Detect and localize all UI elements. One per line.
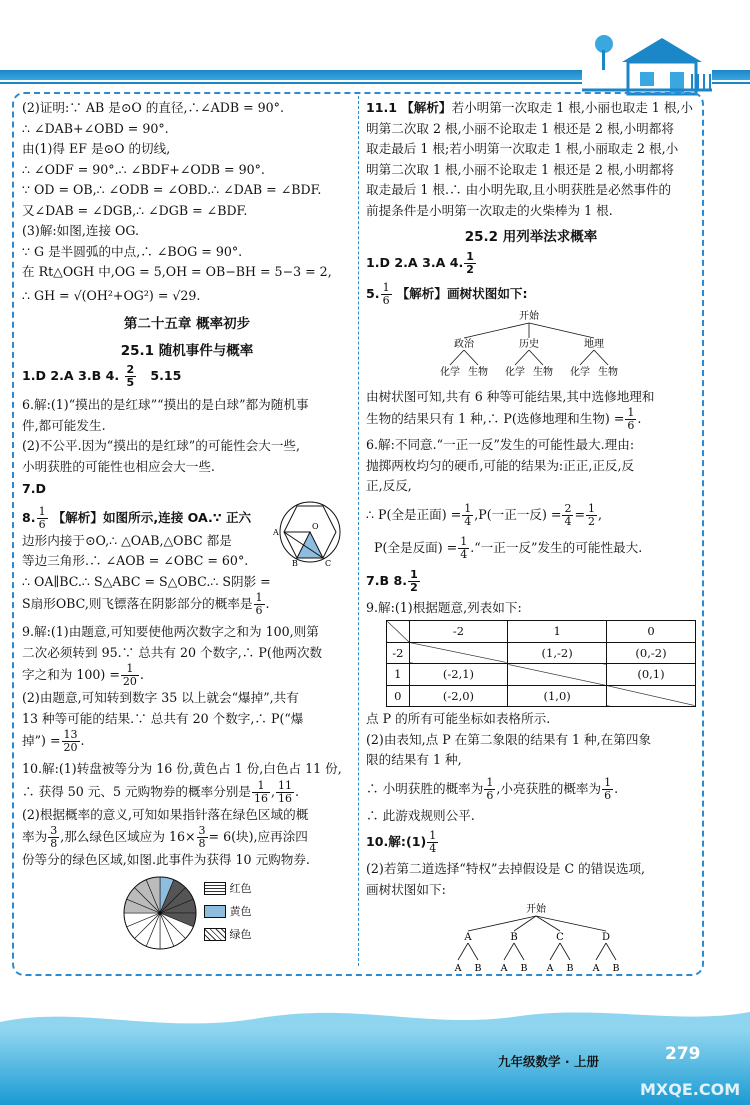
left-column: (2)证明:∵ AB 是⊙O 的直径,∴∠ADB = 90°. ∴ ∠DAB+∠OBD = 90°. 由(1)得 EF 是⊙O 的切线, ∴ ∠ODF = 90°.∴ ∠BDF+∠ODB = 90°. ∵ OD = OB,∴ ∠ODB = ∠OBD.∴ ∠DAB = ∠BDF. 又∠DAB = ∠DGB,∴ ∠DGB = ∠BDF. (3)解:如图,连接 OG. ∵ G 是半圆弧的中点,∴ ∠BOG = 90°. 在 Rt△OGH 中,OG = 5,OH = OB−BH = 5−3 = 2, ∴ GH = √(OH²+OG²) = √29. 第二十五章 概率初步 25.1 随机事件与概率 1.D 2.A 3.B 4. $\frac{2}{5}$ 5.15 6.解:(1)“摸出的是红球”“摸出的是白球”都为随机事 件,都可能发生. (2)不公平.因为“摸出的是红球”的可能性会大一些, 小明获胜的可能性也相应会大一些. 7.D 8. $\frac{1}{6}$ 【解析】如图所示,连接 OA.∵ 正六 边形内接于⊙O,∴ △OAB,△OBC 都是 等边三角形.∴ ∠AOB = ∠OBC = 60°. ∴ OA∥BC.∴ S△ABC = S△OBC.∴ S阴影 = S扇形OBC,则飞镖落在阴影部分的概率是 $\frac{1}{6}$ . A B C O 9.解:(1)由题意,可知要使他两次数字之和为 100,则第 二次必须转到 95.∵ 总共有 20 个数字,∴ P(他两次数 字之和为 100) = $\frac{1}{20}$ . (2)由题意,可知转到数字 35 以上就会“爆掉”,共有 13 种等可能的结果.∵ 总共有 20 个数字,∴ P(“爆 掉”) = $\frac{13}{20}$ . 10.解:(1)转盘被等分为 16 份,黄色占 1 份,白色占 11 份, ∴ 获得 50 元、5 元购物券的概率分别是 $\frac{1}{16}$ , $\frac{11}{16}$ . (2)根据概率的意义,可知如果指针落在绿色区域的概 率为 $\frac{3}{8}$ ,那么绿色区域应为 16× $\frac{3}{8}$ = 6(块),应再涂四 份等分的绿色区域,如图.此事件为获得 10 元购物券. 红色 黄色 绿色: [22, 98, 352, 953]
tree-branch: [580, 350, 594, 365]
table-row: [387, 685, 696, 707]
label-C: C: [325, 558, 332, 568]
table-cell: [387, 621, 410, 643]
answer-line: 7.D: [22, 481, 47, 496]
tree-branch: [560, 943, 570, 960]
answer-line: 1.D 2.A 3.B 4. $\frac{2}{5}$ 5.15: [22, 363, 182, 389]
tree-branch: [464, 350, 478, 365]
table-cell: (0,-2): [606, 642, 695, 664]
spinner-figure: [122, 875, 198, 951]
text-line: 件,都可能发生.: [22, 417, 106, 433]
legend-item-red: 红色: [204, 877, 252, 900]
fraction: $\frac{1}{16}$: [253, 778, 268, 805]
fraction: $\frac{11}{16}$: [277, 778, 292, 805]
text-line: 若小明第一次取走 1 根,小丽也取走 1 根,小: [451, 100, 694, 115]
table-row: [387, 621, 696, 643]
fraction: $\frac{1}{4}$: [429, 829, 437, 855]
tree-branch: [536, 916, 606, 931]
table-cell: 1: [508, 621, 607, 643]
tree-branch: [529, 350, 543, 365]
tree-node-subject: 历史: [519, 338, 539, 350]
right-column: 11.1 【解析】若小明第一次取走 1 根,小丽也取走 1 根,小 明第二次取 2 根,小丽不论取走 1 根还是 2 根,小明都将 取走最后 1 根;若小明第一次取走 1 根,小丽取走 2 根,小 明第二次取 1 根,小丽不论取走 1 根还是 2 根,小明都将 取走最后 1 根.∴ 由小明先取,且小明获胜是必然事件的 前提条件是小明第一次取走的火柴棒为 1 根. 25.2 用列举法求概率 1.D 2.A 3.A 4. $\frac{1}{2}$ 5. $\frac{1}{6}$ 【解析】画树状图如下: 开始 政治 历史 地理 化学 生物 化学 生物 化学 生物 由树状图可知,共有 6 种等可能结果,其中选修地理和 生物的结果只有 1 种,∴ P(选修地理和生物) = $\frac{1}{6}$ . 6.解:不同意.“一正一反”发生的可能性最大.理由: 抛掷两枚均匀的硬币,可能的结果为:正正,正反,反 正,反反, ∴ P(全是正面) = $\frac{1}{4}$ ,P(一正一反) = $\frac{2}{4}$ = $\frac{1}{2}$ , P(全是反面) = $\frac{1}{4}$ .“一正一反”发生的可能性最大. 7.B 8. $\frac{1}{2}$ 9.解:(1)根据题意,列表如下: -2 1 0 -2 (1,-2) (0,-2) 1 (-2,1) (0,1) 0 (-2,0) (1,0) 点 P 的所有可能坐标如表格所示. (2)由表知,点 P 在第二象限的结果有 1 种,在第四象 限的结果有 1 种, ∴ 小明获胜的概率为 $\frac{1}{6}$ ,小亮获胜的概率为 $\frac{1}{6}$ . ∴ 此游戏规则公平. 10.解:(1) $\frac{1}{4}$ (2)若第二道选择“特权”去掉假设是 C 的错误选项, 画树状图如下: 开始 A B C D A B A B A B A B: [366, 98, 696, 978]
fraction: $\frac{1}{2}$: [588, 501, 596, 528]
tree-node-option: B: [510, 932, 518, 943]
table-cell: -2: [409, 621, 508, 643]
spinner-figure-block: [22, 875, 352, 953]
fraction: $\frac{1}{6}$: [604, 775, 612, 802]
table-cell: (1,-2): [508, 642, 607, 664]
text-line: 在 Rt△OGH 中,OG = 5,OH = OB−BH = 5−3 = 2,: [22, 264, 332, 279]
tree-node-option: A: [464, 932, 472, 943]
tree-node-subject: 生物: [533, 366, 553, 378]
table-cell: (0,1): [606, 664, 695, 686]
section-title: 25.1 随机事件与概率: [120, 342, 254, 359]
fraction: $\frac{3}{8}$: [50, 824, 58, 850]
tree-node-subject: 生物: [468, 366, 488, 378]
tree-node-subject: 生物: [598, 366, 618, 378]
coordinate-table: [386, 620, 696, 707]
tree-node-subject: 地理: [584, 338, 604, 350]
tree-node-option: A: [592, 963, 600, 974]
fraction: $\frac{2}{4}$: [564, 501, 572, 528]
tree-branch: [515, 350, 529, 365]
footer-band: [0, 1030, 750, 1105]
tree-branch: [529, 323, 594, 338]
fraction: $\frac{1}{6}$: [486, 775, 494, 802]
svg-text:开始: 开始: [526, 904, 546, 915]
tree-branch: [458, 943, 468, 960]
fraction: $\frac{1}{2}$: [466, 249, 474, 276]
text-line: ∵ OD = OB,∴ ∠ODB = ∠OBD.∴ ∠DAB = ∠BDF.: [22, 182, 322, 197]
legend-item-green: 绿色: [204, 923, 252, 946]
fraction: $\frac{1}{4}$: [460, 534, 468, 561]
table-cell: 1: [387, 664, 410, 686]
table-cell: 0: [387, 685, 410, 707]
label-O: O: [312, 521, 319, 531]
tree-branch: [504, 943, 514, 960]
tree-branch: [450, 350, 464, 365]
chapter-title: 第二十五章 概率初步: [123, 316, 251, 332]
table-cell: (-2,1): [409, 664, 508, 686]
table-cell: [409, 642, 508, 664]
text-line: (2)不公平.因为“摸出的是红球”的可能性会大一些,: [22, 438, 301, 453]
hexagon-figure: [270, 498, 348, 568]
label-A: A: [273, 527, 279, 537]
text-line: 小明获胜的可能性也相应会大一些.: [22, 458, 215, 474]
tree-node-option: C: [556, 932, 564, 943]
tree-branch: [550, 943, 560, 960]
fraction: $\frac{1}{20}$: [122, 662, 137, 688]
section-title: 25.2 用列举法求概率: [464, 229, 598, 245]
q8-block: 8. $\frac{1}{6}$ 【解析】如图所示,连接 OA.∵ 正六 边形内接于⊙O,∴ △OAB,△OBC 都是 等边三角形.∴ ∠AOB = ∠OBC = 60°. ∴ OA∥BC.∴ S△ABC = S△OBC.∴ S阴影 = S扇形OBC,则飞镖落在阴影部分的概率是 $\frac{1}{6}$ . A B C O: [22, 506, 352, 618]
text-line: 由(1)得 EF 是⊙O 的切线,: [22, 141, 171, 156]
table-row: [387, 664, 696, 686]
tree-node-subject: 化学: [505, 366, 525, 378]
watermark: MXQE.COM: [640, 1080, 741, 1099]
tree-diagram-1: [366, 307, 696, 387]
spinner-legend: [204, 877, 252, 946]
fraction: $\frac{1}{6}$: [382, 280, 390, 307]
footer-title: 九年级数学 · 上册: [498, 1054, 599, 1069]
table-row: [387, 642, 696, 664]
fraction: $\frac{2}{5}$: [126, 363, 135, 389]
fraction: $\frac{13}{20}$: [63, 728, 78, 754]
tree-branch: [514, 943, 524, 960]
table-cell: (-2,0): [409, 685, 508, 707]
fraction: $\frac{1}{2}$: [410, 567, 418, 594]
tree-branch: [594, 350, 608, 365]
svg-text:开始: 开始: [519, 310, 539, 322]
tree-node-subject: 化学: [440, 366, 460, 378]
tree-branch: [468, 916, 536, 931]
text-line: 又∠DAB = ∠DGB,∴ ∠DGB = ∠BDF.: [22, 202, 248, 218]
fraction: $\frac{1}{4}$: [464, 501, 472, 528]
table-cell: [606, 685, 695, 707]
text-line: (3)解:如图,连接 OG.: [22, 223, 139, 238]
label-B: B: [292, 558, 298, 568]
tree-node-option: B: [474, 963, 482, 974]
tree-node-option: B: [612, 963, 620, 974]
table-cell: -2: [387, 642, 410, 664]
text-line: ∴ GH = √(OH²+OG²) = √29.: [22, 287, 201, 303]
page-number: 279: [665, 1044, 701, 1064]
fraction: $\frac{3}{8}$: [198, 824, 206, 850]
fraction: $\frac{1}{6}$: [255, 591, 263, 617]
tree-branch: [596, 943, 606, 960]
tree-node-option: B: [566, 963, 574, 974]
tree-node-option: B: [520, 963, 528, 974]
tree-node-option: A: [500, 963, 508, 974]
column-divider: [358, 96, 359, 966]
text-line: ∴ ∠ODF = 90°.∴ ∠BDF+∠ODB = 90°.: [22, 161, 265, 177]
tree-diagram-2: [366, 900, 696, 978]
tree-node-option: D: [601, 932, 611, 943]
legend-item-yellow: 黄色: [204, 900, 252, 923]
tree-branch: [606, 943, 616, 960]
house-illustration: [582, 28, 712, 100]
table-cell: (1,0): [508, 685, 607, 707]
fraction: $\frac{1}{6}$: [627, 406, 635, 432]
text-line: ∴ ∠DAB+∠OBD = 90°.: [22, 120, 169, 136]
table-cell: [508, 664, 607, 686]
tree-branch: [468, 943, 478, 960]
text-line: 6.解:(1)“摸出的是红球”“摸出的是白球”都为随机事: [22, 397, 309, 412]
tree-node-option: A: [546, 963, 554, 974]
fraction: $\frac{1}{6}$: [38, 504, 46, 531]
tree-node-subject: 政治: [454, 338, 474, 350]
tree-node-subject: 化学: [570, 366, 590, 378]
table-cell: 0: [606, 621, 695, 643]
tree-node-option: A: [454, 963, 462, 974]
text-line: (2)证明:∵ AB 是⊙O 的直径,∴∠ADB = 90°.: [22, 100, 284, 115]
text-line: ∵ G 是半圆弧的中点,∴ ∠BOG = 90°.: [22, 243, 243, 259]
tree-branch: [464, 323, 529, 338]
